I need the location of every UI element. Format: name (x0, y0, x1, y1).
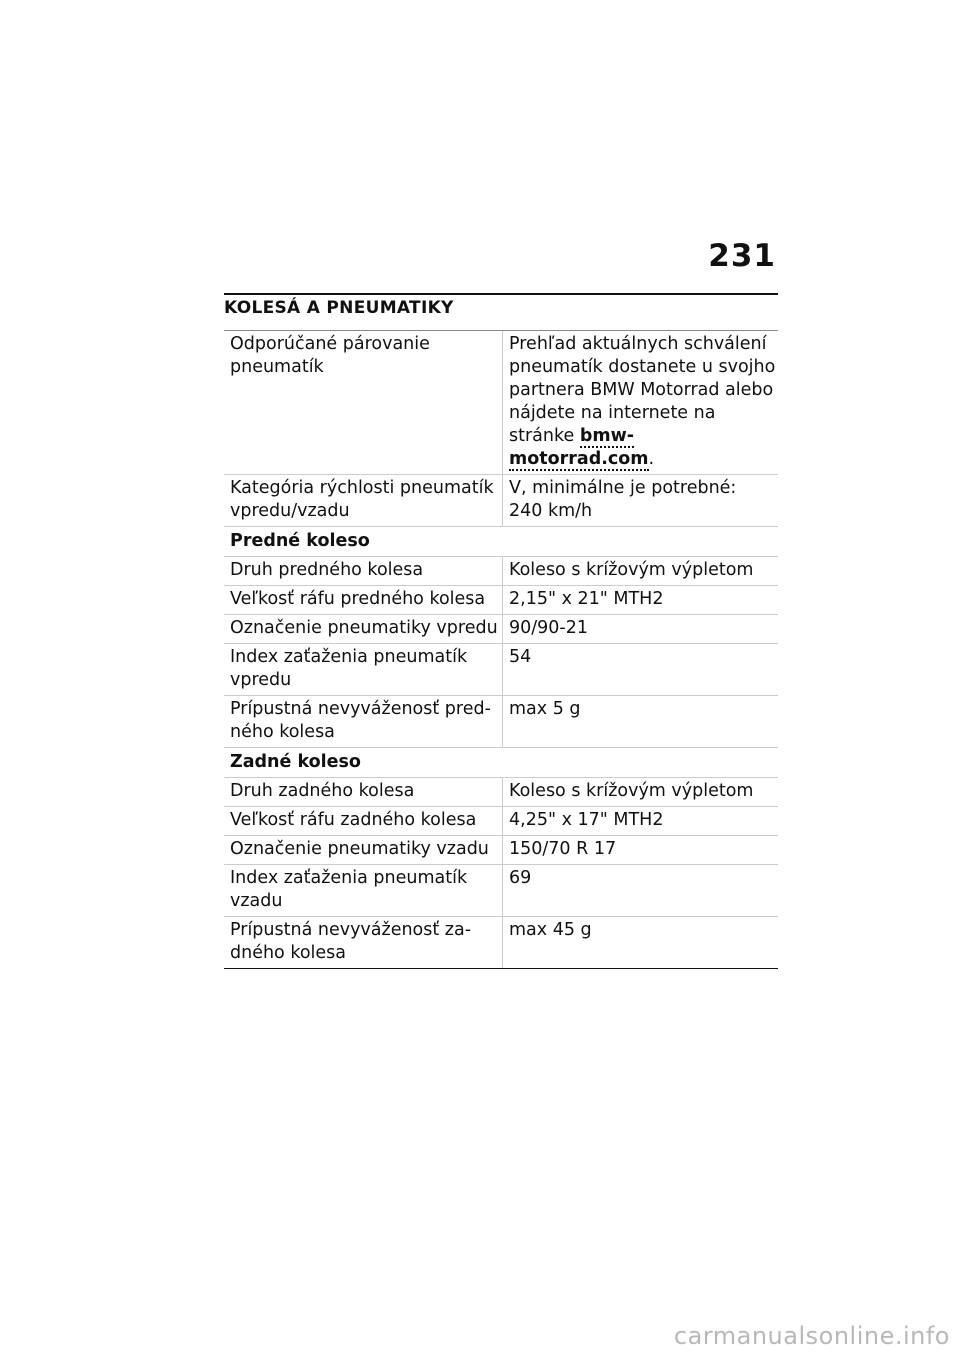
section-title: KOLESÁ A PNEUMATIKY (224, 298, 454, 318)
speed-value-line-2: 240 km/h (509, 501, 593, 521)
rear-type-label: Druh zadného kolesa (224, 778, 503, 807)
rear-imbalance-line-1: Prípustná nevyváženosť za- (230, 920, 472, 940)
front-imbalance-label (224, 696, 503, 748)
speed-value-line-1: V, minimálne je potrebné: (509, 478, 737, 498)
rear-rim-value: 4,25" x 17" MTH2 (503, 807, 779, 836)
speed-label: Kategória rýchlosti pneumatík vpredu/vzadu (224, 475, 503, 527)
table-row (224, 917, 778, 969)
front-load-label: Index zaťaženia pneumatík vpredu (224, 644, 503, 696)
rear-load-label: Index zaťaženia pneumatík vzadu (224, 865, 503, 917)
front-wheel-heading: Predné koleso (224, 527, 778, 557)
table-row (224, 748, 778, 778)
front-imbalance-value: max 5 g (503, 696, 779, 748)
speed-value (503, 475, 779, 527)
table-row (224, 865, 778, 917)
spec-table (224, 330, 778, 969)
rear-load-value: 69 (503, 865, 779, 917)
front-load-value: 54 (503, 644, 779, 696)
rear-rim-label: Veľkosť ráfu zadného kolesa (224, 807, 503, 836)
rear-imbalance-line-2: dného kolesa (230, 943, 347, 963)
table-row (224, 807, 778, 836)
front-imbalance-line-1: Prípustná nevyváženosť pred- (230, 699, 491, 719)
rear-type-value: Koleso s krížovým výpletom (503, 778, 779, 807)
front-tyre-value: 90/90-21 (503, 615, 779, 644)
table-row (224, 836, 778, 865)
front-rim-label: Veľkosť ráfu predného kolesa (224, 586, 503, 615)
bmw-motorrad-link[interactable]: bmw-motorrad.com (509, 426, 649, 469)
table-row (224, 527, 778, 557)
table-row (224, 331, 778, 475)
rear-imbalance-value: max 45 g (503, 917, 779, 969)
rear-tyre-label: Označenie pneumatiky vzadu (224, 836, 503, 865)
table-row (224, 557, 778, 586)
front-type-label: Druh predného kolesa (224, 557, 503, 586)
pairing-text: Prehľad aktuálnych schválení pneumatík dostanete u svojho partnera BMW Motorrad alebo nájdete na internete na stránke (509, 334, 776, 446)
table-row (224, 778, 778, 807)
pairing-period: . (648, 449, 655, 469)
rear-imbalance-label (224, 917, 503, 969)
front-rim-value: 2,15" x 21" MTH2 (503, 586, 779, 615)
table-row (224, 586, 778, 615)
table-row (224, 696, 778, 748)
watermark: carmanualsonline.info (673, 1322, 950, 1350)
table-row (224, 615, 778, 644)
top-rule (224, 293, 778, 295)
rear-tyre-value: 150/70 R 17 (503, 836, 779, 865)
table-row (224, 644, 778, 696)
pairing-value (503, 331, 779, 475)
rear-wheel-heading: Zadné koleso (224, 748, 778, 778)
page-number: 231 (708, 238, 776, 274)
table-row (224, 475, 778, 527)
front-imbalance-line-2: ného kolesa (230, 722, 335, 742)
front-tyre-label: Označenie pneumatiky vpredu (224, 615, 503, 644)
front-type-value: Koleso s krížovým výpletom (503, 557, 779, 586)
pairing-label: Odporúčané párovanie pneumatík (224, 331, 503, 475)
